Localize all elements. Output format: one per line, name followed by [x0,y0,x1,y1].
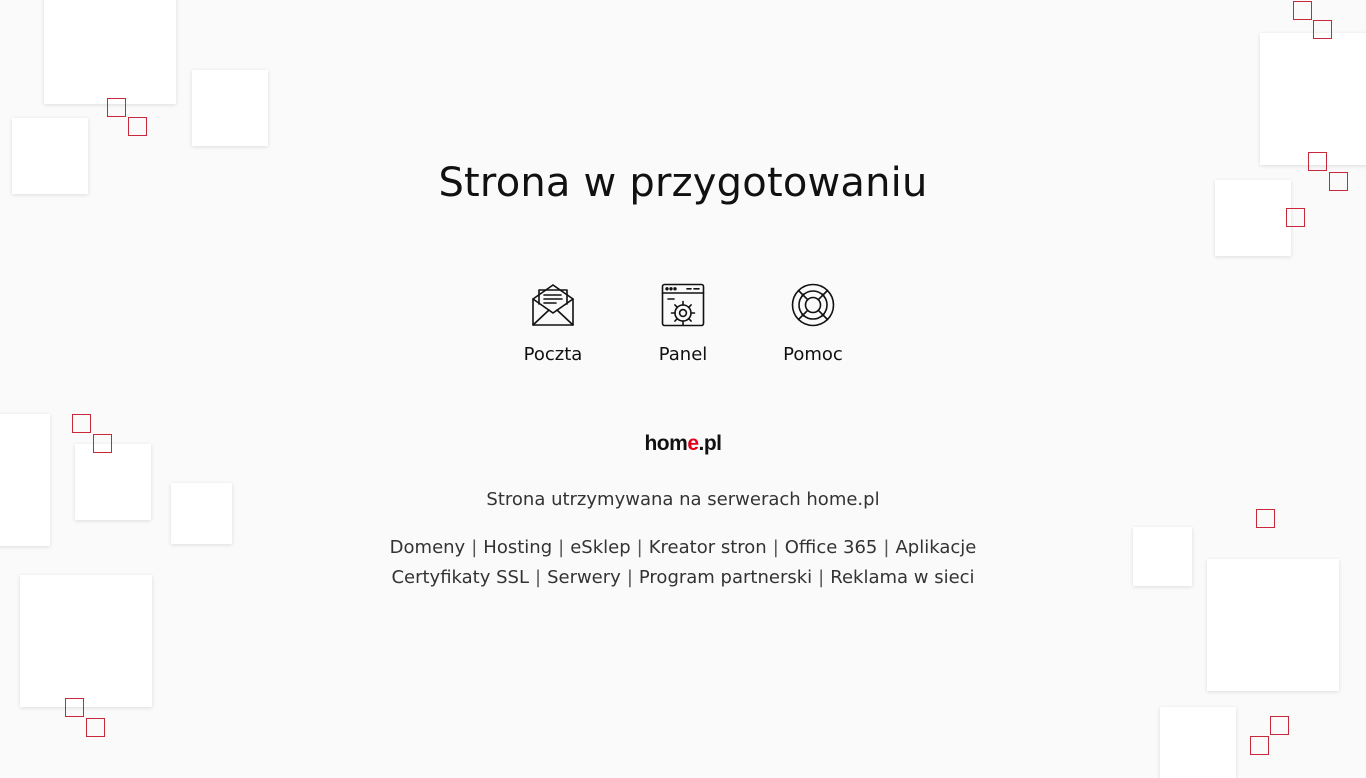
decor-tile [1160,707,1236,778]
separator: | [534,567,542,588]
separator: | [772,537,779,558]
footer-nav-row-1 [0,537,1366,558]
footer-link-hosting[interactable]: Hosting [483,537,553,558]
footer-link-kreator-stron[interactable]: Kreator stron [648,537,767,558]
decor-square [107,98,126,117]
decor-tile [1260,33,1366,165]
footer-link-serwery[interactable]: Serwery [547,567,621,588]
decor-square [1293,1,1312,20]
mail-link-label: Poczta [523,344,583,365]
footer-link-domeny[interactable]: Domeny [389,537,466,558]
decor-tile [44,0,176,104]
decor-square [1250,736,1269,755]
panel-link-label: Panel [658,344,708,365]
logo-text-part: .pl [698,432,722,455]
decor-square [1313,20,1332,39]
footer-link-esklep[interactable]: eSklep [570,537,631,558]
homepl-logo[interactable] [0,432,1366,456]
hosted-info: Strona utrzymywana na serwerach home.pl [486,489,880,510]
separator: | [818,567,825,588]
page-title: Strona w przygotowaniu [438,160,928,206]
footer-link-aplikacje[interactable]: Aplikacje [895,537,977,558]
footer-link-reklama-w-sieci[interactable]: Reklama w sieci [830,567,975,588]
separator: | [636,537,643,558]
quick-links [488,282,878,365]
decor-square [72,414,91,433]
separator: | [558,537,565,558]
decor-square [86,718,105,737]
decor-square [128,117,147,136]
separator: | [471,537,478,558]
decor-tile [192,70,268,146]
help-link-label: Pomoc [783,344,843,365]
footer-link-certyfikaty-ssl[interactable]: Certyfikaty SSL [391,567,529,588]
logo-text-part: hom [644,432,688,455]
decor-square [1256,509,1275,528]
lifebuoy-icon [790,282,836,328]
footer-link-program-partnerski[interactable]: Program partnerski [638,567,813,588]
footer-link-office-365[interactable]: Office 365 [784,537,878,558]
footer-nav-row-2 [0,567,1366,588]
decor-square [65,698,84,717]
decor-square [1286,208,1305,227]
mail-icon [530,282,576,328]
browser-settings-icon [660,282,706,328]
decor-tile [20,575,152,707]
logo-text-accent: e [687,432,699,455]
separator: | [883,537,890,558]
help-link[interactable] [748,282,878,365]
separator: | [626,567,633,588]
mail-link[interactable] [488,282,618,365]
decor-square [1270,716,1289,735]
panel-link[interactable] [618,282,748,365]
